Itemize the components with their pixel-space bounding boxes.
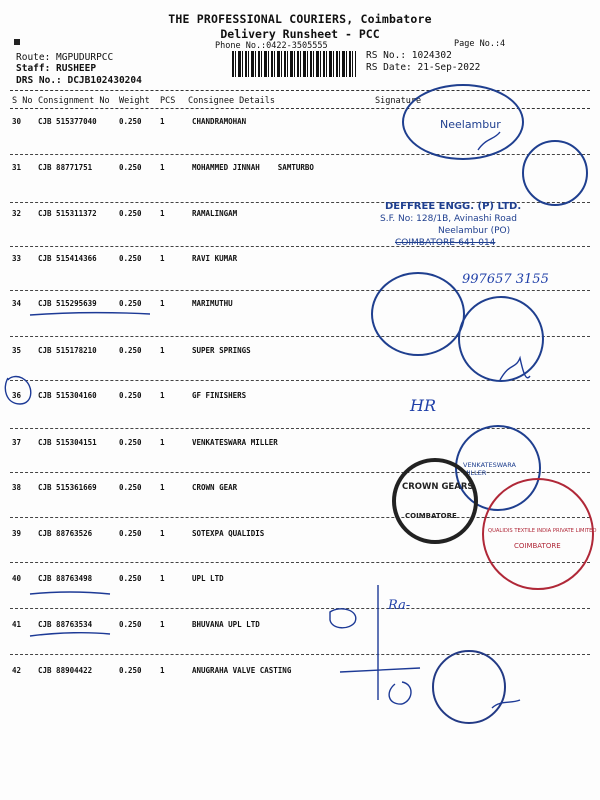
row-pcs: 1 — [160, 346, 165, 355]
row-sno: 36 — [12, 391, 22, 400]
row-pcs: 1 — [160, 620, 165, 629]
col-sno: S No — [12, 96, 33, 106]
crown-gears-stamp — [392, 458, 478, 544]
route-label: Route: MGPUDURPCC — [16, 52, 114, 63]
drs-number: DRS No.: DCJB102430204 — [16, 75, 142, 86]
crown-gears-text: CROWN GEARS — [402, 482, 474, 492]
neelambur-text: Neelambur — [440, 118, 501, 131]
handwritten-initials: HR — [410, 396, 436, 415]
row-consignment: CJB 515178210 — [38, 346, 97, 355]
row-consignment: CJB 88763526 — [38, 529, 93, 538]
rs-date: RS Date: 21-Sep-2022 — [366, 62, 481, 73]
row-sno: 35 — [12, 346, 22, 355]
row-pcs: 1 — [160, 254, 165, 263]
row-consignee: MOHAMMED JINNAH SAMTURBO — [192, 163, 314, 172]
row-consignment: CJB 88763498 — [38, 574, 93, 583]
row-weight: 0.250 — [119, 299, 142, 308]
row-consignment: CJB 515311372 — [38, 209, 97, 218]
row-divider — [10, 608, 590, 609]
deffree-line: S.F. No: 128/1B, Avinashi Road — [380, 214, 518, 224]
row-pcs: 1 — [160, 574, 165, 583]
row-sno: 37 — [12, 438, 22, 447]
row-weight: 0.250 — [119, 620, 142, 629]
row-sno: 33 — [12, 254, 22, 263]
row-divider — [10, 154, 590, 155]
col-consignment: Consignment No — [38, 96, 110, 106]
row-consignment: CJB 515414366 — [38, 254, 97, 263]
rs-number: RS No.: 1024302 — [366, 50, 452, 61]
row-consignment: CJB 88904422 — [38, 666, 93, 675]
underline-41 — [30, 633, 110, 636]
row-weight: 0.250 — [119, 483, 142, 492]
row-consignee: RAMALINGAM — [192, 209, 238, 218]
row-consignee: RAVI KUMAR — [192, 254, 238, 263]
row-divider — [10, 246, 590, 247]
circled-2-mark — [330, 609, 356, 628]
square-bullet-icon — [14, 39, 20, 45]
row-consignee: MARIMUTHU — [192, 299, 233, 308]
row-pcs: 1 — [160, 163, 165, 172]
row-sno: 39 — [12, 529, 22, 538]
header-rule-top — [10, 90, 590, 91]
dash-line — [340, 668, 420, 672]
page-number: Page No.:4 — [454, 39, 506, 49]
qualidis-city-text: COIMBATORE — [514, 542, 561, 550]
row-consignment: CJB 88763534 — [38, 620, 93, 629]
deffree-line: Neelambur (PO) — [438, 226, 511, 236]
round-company-stamp — [522, 140, 588, 206]
row-consignment: CJB 515304151 — [38, 438, 97, 447]
row-weight: 0.250 — [119, 438, 142, 447]
row-consignee: VENKATESWARA MILLER — [192, 438, 278, 447]
row-weight: 0.250 — [119, 254, 142, 263]
handwritten-phone: 997657 3155 — [462, 272, 549, 287]
row-sno: 34 — [12, 299, 22, 308]
row-pcs: 1 — [160, 209, 165, 218]
col-pcs: PCS — [160, 96, 176, 106]
staff-label: Staff: RUSHEEP — [16, 63, 97, 74]
row-consignee: BHUVANA UPL LTD — [192, 620, 260, 629]
anugraha-stamp — [432, 650, 506, 724]
row-pcs: 1 — [160, 391, 165, 400]
sheet-subtitle: Delivery Runsheet - PCC — [220, 27, 380, 41]
row-weight: 0.250 — [119, 391, 142, 400]
barcode — [232, 51, 356, 77]
row-consignee: CROWN GEAR — [192, 483, 238, 492]
underline-34 — [30, 313, 150, 315]
row-consignment: CJB 88771751 — [38, 163, 93, 172]
row-divider — [10, 290, 590, 291]
underline-40 — [30, 592, 110, 594]
row-consignee: SOTEXPA QUALIDIS — [192, 529, 265, 538]
phone-number: Phone No.:0422-3505555 — [215, 41, 328, 51]
row-consignment: CJB 515304160 — [38, 391, 97, 400]
col-weight: Weight — [119, 96, 150, 106]
row-sno: 30 — [12, 117, 22, 126]
handwritten-signature: Ra- — [388, 598, 411, 613]
row-pcs: 1 — [160, 483, 165, 492]
row-sno: 41 — [12, 620, 22, 629]
company-title: THE PROFESSIONAL COURIERS, Coimbatore — [168, 12, 432, 26]
row-weight: 0.250 — [119, 117, 142, 126]
row-consignment: CJB 515295639 — [38, 299, 97, 308]
row-pcs: 1 — [160, 438, 165, 447]
row-weight: 0.250 — [119, 209, 142, 218]
deffree-line: DEFFREE ENGG. (P) LTD. — [385, 201, 522, 212]
row-weight: 0.250 — [119, 346, 142, 355]
row-consignee: GF FINISHERS — [192, 391, 247, 400]
marimuthu-stamp — [371, 272, 465, 356]
row-weight: 0.250 — [119, 163, 142, 172]
crown-city-text: COIMBATORE — [405, 512, 457, 520]
row-pcs: 1 — [160, 529, 165, 538]
row-sno: 40 — [12, 574, 22, 583]
institute-stamp — [402, 84, 524, 160]
row-pcs: 1 — [160, 666, 165, 675]
col-consignee: Consignee Details — [188, 96, 275, 106]
row-consignee: CHANDRAMOHAN — [192, 117, 247, 126]
row-pcs: 1 — [160, 117, 165, 126]
row-weight: 0.250 — [119, 666, 142, 675]
row-divider — [10, 654, 590, 655]
qualidis-text: QUALIDIS TEXTILE INDIA PRIVATE LIMITED — [488, 528, 597, 534]
row-consignment: CJB 515377040 — [38, 117, 97, 126]
row-sno: 31 — [12, 163, 22, 172]
circled-d-mark — [389, 682, 411, 704]
venkateswara-text: VENKATESWARA MILLER — [463, 461, 516, 477]
row-sno: 42 — [12, 666, 22, 675]
row-pcs: 1 — [160, 299, 165, 308]
qualidis-stamp — [482, 478, 597, 590]
row-weight: 0.250 — [119, 574, 142, 583]
row-weight: 0.250 — [119, 529, 142, 538]
row-consignee: UPL LTD — [192, 574, 224, 583]
row-consignee: ANUGRAHA VALVE CASTING — [192, 666, 292, 675]
row-consignment: CJB 515361669 — [38, 483, 97, 492]
row-sno: 32 — [12, 209, 22, 218]
deffree-line: COIMBATORE-641 014 — [395, 238, 496, 248]
row-sno: 38 — [12, 483, 22, 492]
row-consignee: SUPER SPRINGS — [192, 346, 251, 355]
col-signature: Signature — [375, 96, 422, 106]
super-springs-stamp — [458, 296, 544, 382]
